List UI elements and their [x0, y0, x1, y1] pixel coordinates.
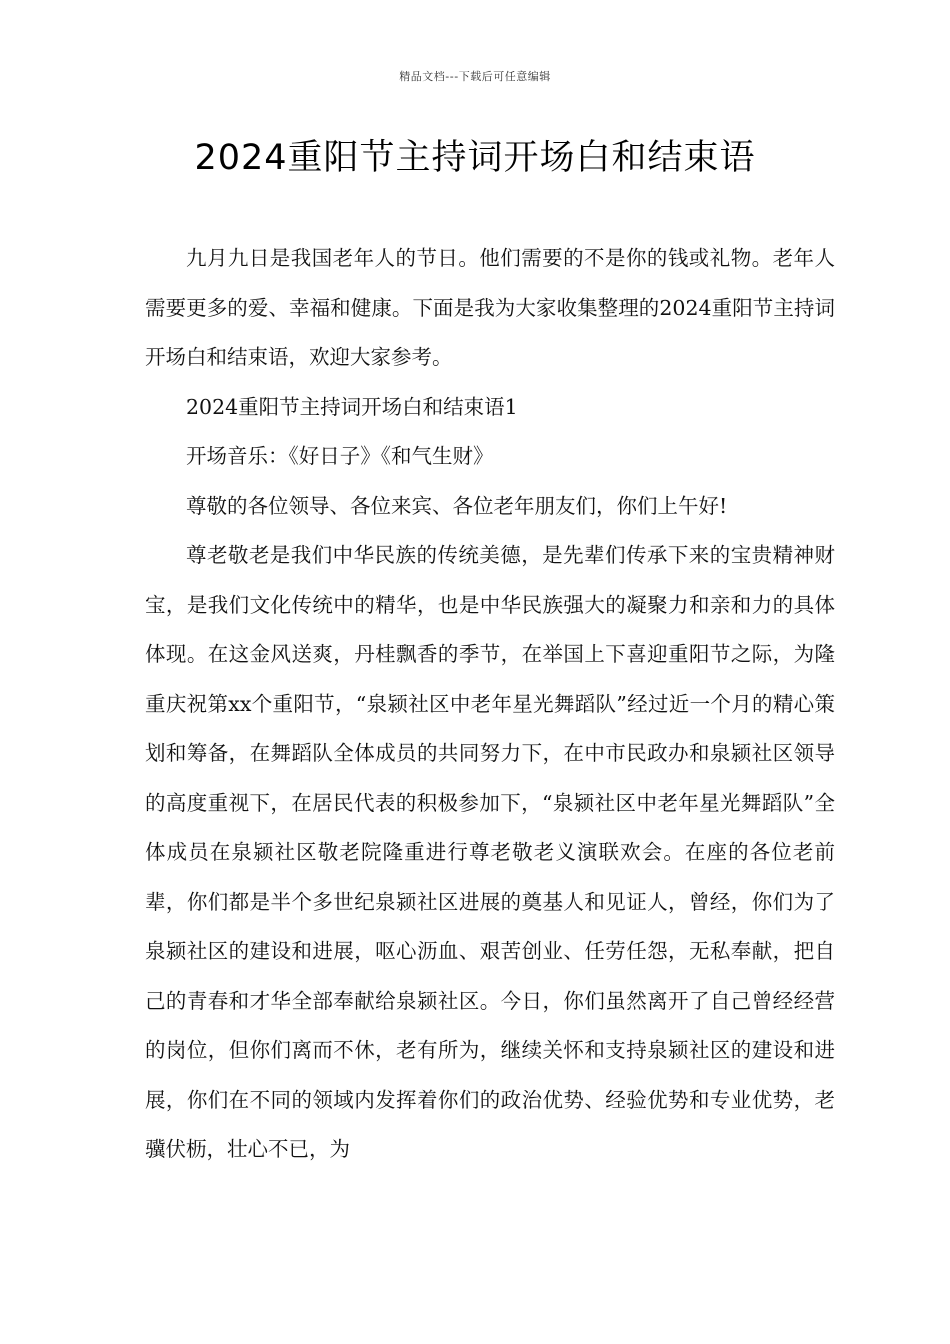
section-heading: 2024重阳节主持词开场白和结束语1 [186, 394, 518, 419]
page-title: 2024重阳节主持词开场白和结束语 [194, 138, 756, 178]
document-body [145, 234, 835, 1175]
header-note: 精品文档---下载后可任意编辑 [399, 70, 551, 83]
greeting-paragraph: 尊敬的各位领导、各位来宾、各位老年朋友们，你们上午好! [186, 493, 728, 518]
intro-paragraph: 九月九日是我国老年人的节日。他们需要的不是你的钱或礼物。老年人需要更多的爱、幸福和健康。下面是我为大家收集整理的2024重阳节主持词开场白和结束语，欢迎大家参考。 [145, 246, 835, 369]
opening-music-line: 开场音乐：《好日子》《和气生财》 [186, 444, 494, 468]
main-paragraph: 尊老敬老是我们中华民族的传统美德，是先辈们传承下来的宝贵精神财宝，是我们文化传统中的精华，也是中华民族强大的凝聚力和亲和力的具体体现。在这金风送爽，丹桂飘香的季节，在举国上下喜迎重阳节之际，为隆重庆祝第xx个重阳节，“泉颍社区中老年星光舞蹈队”经过近一个月的精心策划和筹备，在舞蹈队全体成员的共同努力下，在中市民政办和泉颍社区领导的高度重视下，在居民代表的积极参加下，“泉颍社区中老年星光舞蹈队”全体成员在泉颍社区敬老院隆重进行尊老敬老义演联欢会。在座的各位老前辈，你们都是半个多世纪泉颍社区进展的奠基人和见证人，曾经，你们为了泉颍社区的建设和进展，呕心沥血、艰苦创业、任劳任怨，无私奉献，把自己的青春和才华全部奉献给泉颍社区。今日，你们虽然离开了自己曾经经营的岗位，但你们离而不休，老有所为，继续关怀和支持泉颍社区的建设和进展，你们在不同的领域内发挥着你们的政治优势、经验优势和专业优势，老骥伏枥，壮心不已，为 [145, 543, 835, 1161]
